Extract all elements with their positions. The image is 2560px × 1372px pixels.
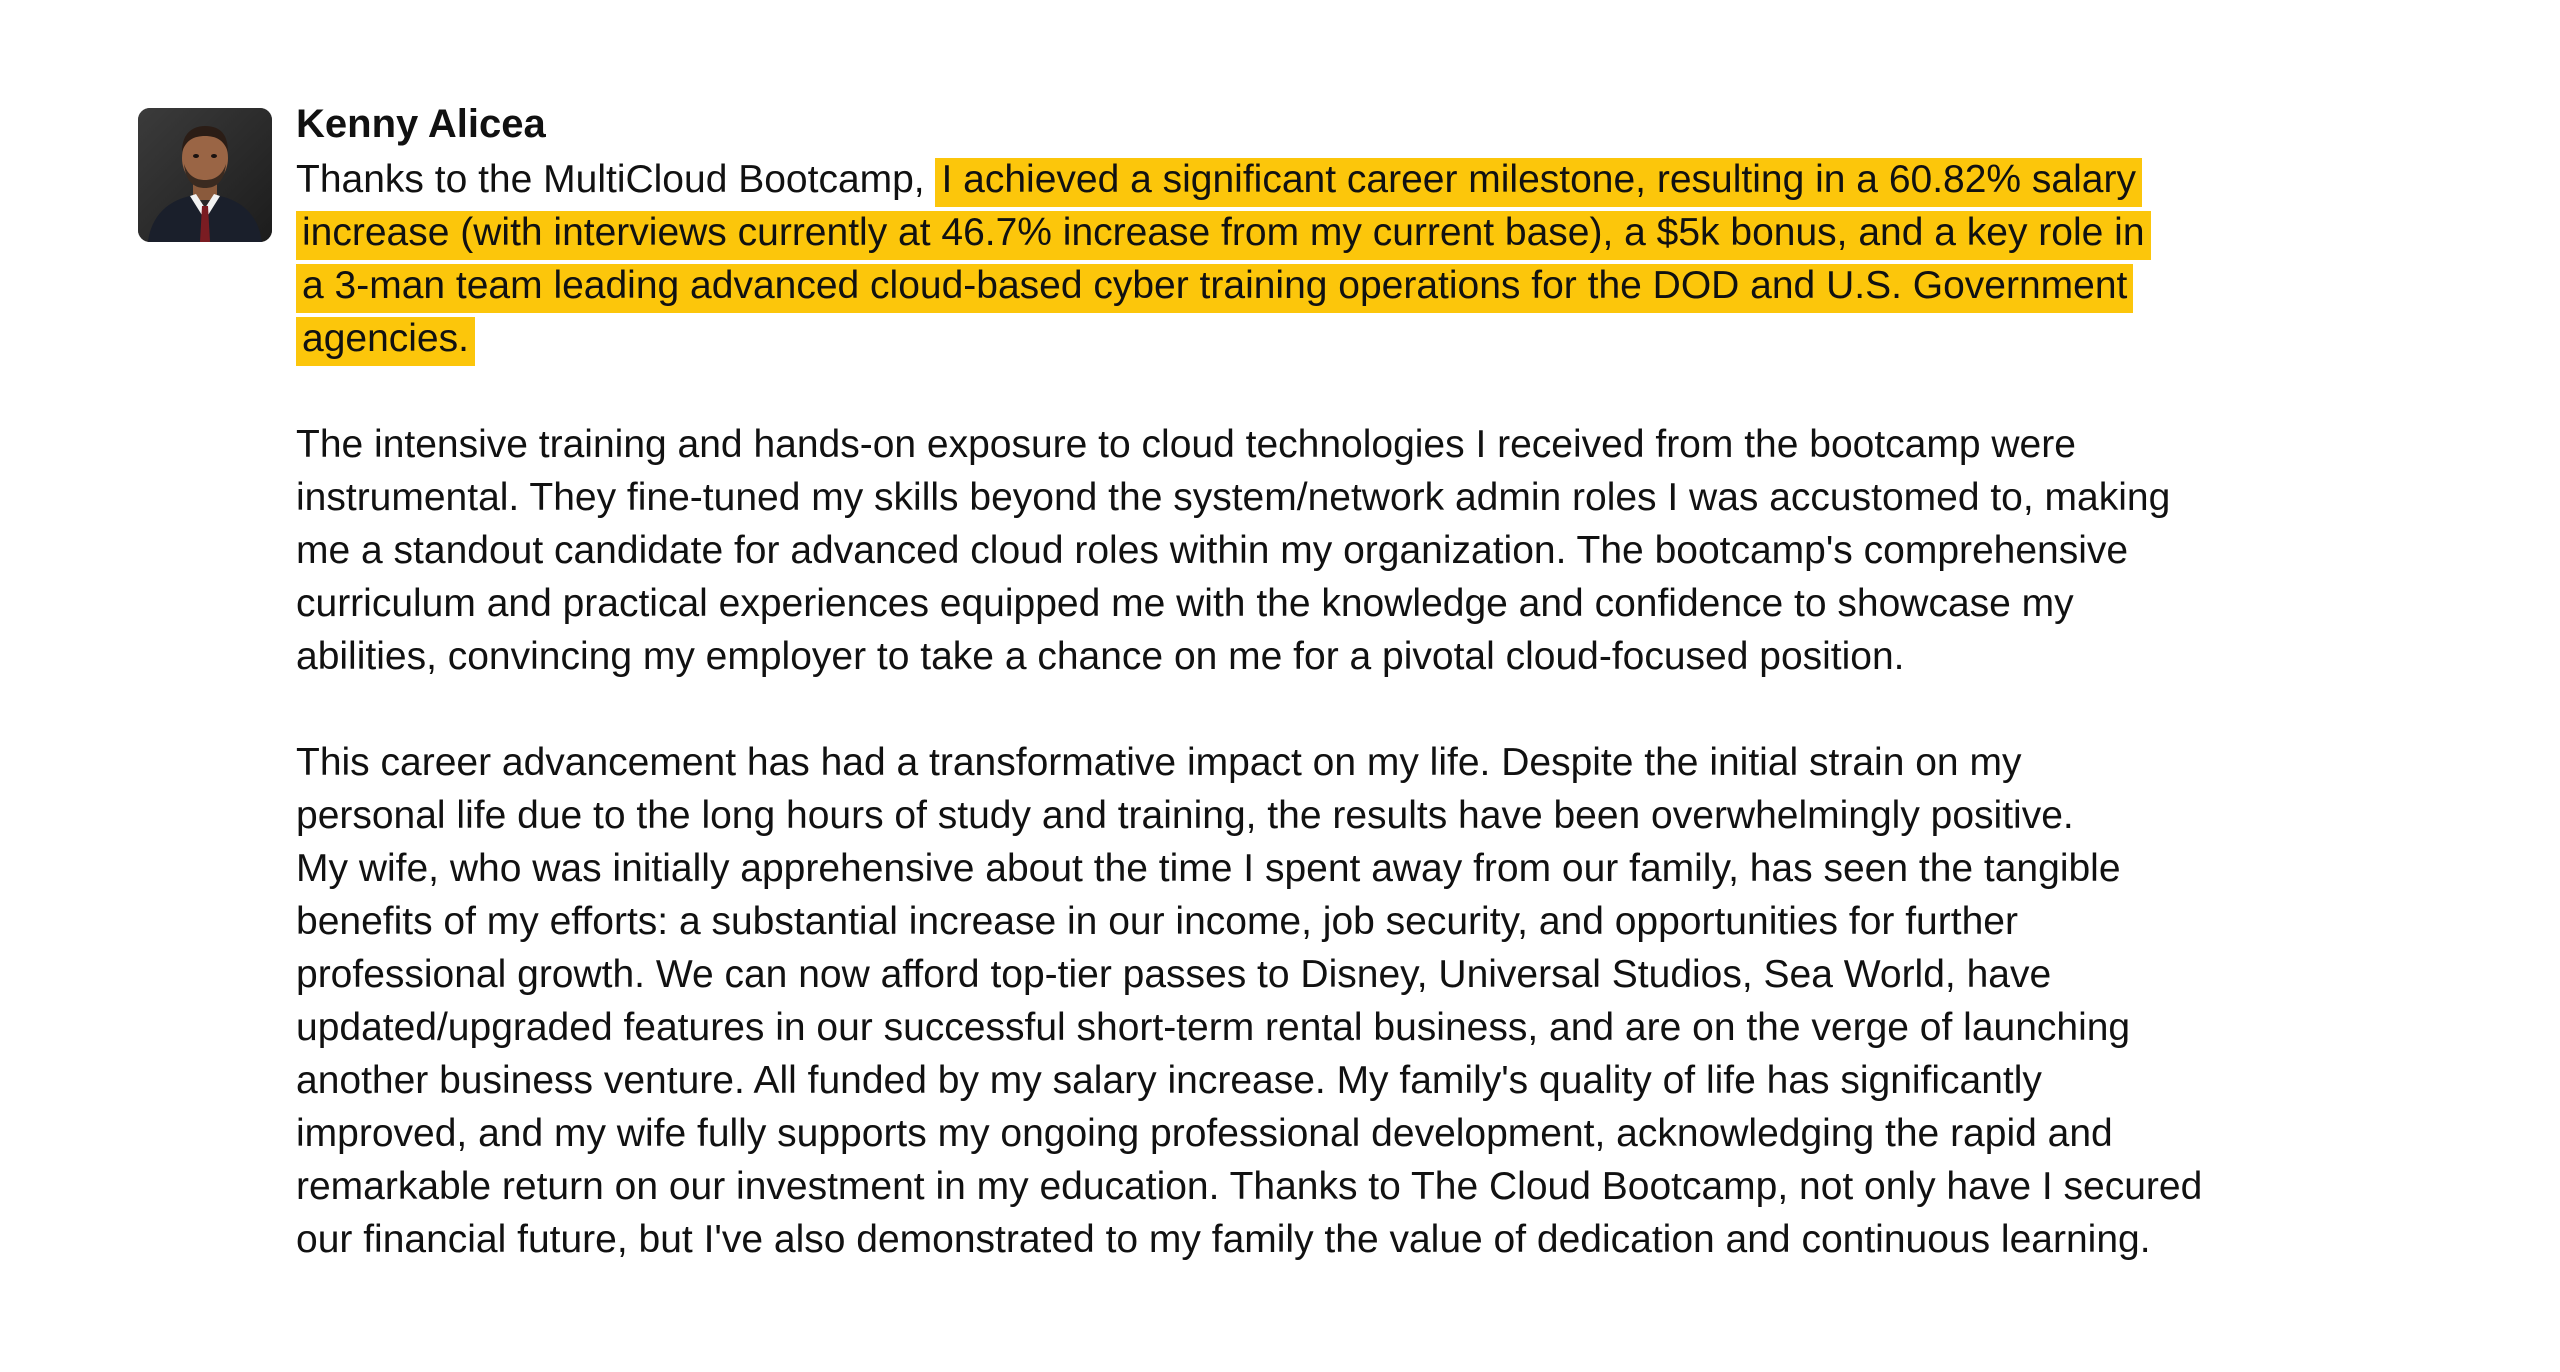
- testimonial-paragraph-3: This career advancement has had a transformative impact on my life. Despite the initial strain on my personal life due to the long hours of study and training, the results have been overwhelmingly positive. My wife, who was initially apprehensive about the time I spent away from our family, has seen the tangible benefits of my efforts: a substantial increase in our income, job security, and opportunities for further professional growth. We can now afford top-tier passes to Disney, Universal Studios, Sea World, have updated/upgraded features in our successful short-term rental business, and are on the verge of launching another business venture. All funded by my salary increase. My family's quality of life has significantly improved, and my wife fully supports my ongoing professional development, acknowledging the rapid and remarkable return on our investment in my education. Thanks to The Cloud Bootcamp, not only have I secured our financial future, but I've also demonstrated to my family the value of dedication and continuous learning.: [296, 741, 2203, 1261]
- avatar: [138, 108, 272, 242]
- paragraph-1-intro: Thanks to the MultiCloud Bootcamp,: [296, 158, 936, 201]
- testimonial-paragraph-1: [296, 153, 2468, 365]
- avatar-photo: [138, 108, 272, 242]
- testimonial-paragraph-2: The intensive training and hands-on exposure to cloud technologies I received from the bootcamp were instrumental. They fine-tuned my skills beyond the system/network admin roles I was accustomed to, making me a standout candidate for advanced cloud roles within my organization. The bootcamp's comprehensive curriculum and practical experiences equipped me with the knowledge and confidence to showcase my abilities, convincing my employer to take a chance on me for a pivotal cloud-focused position.: [296, 423, 2171, 678]
- testimonial-content: [296, 100, 2468, 1266]
- highlighted-text: I achieved a significant career milestone, resulting in a 60.82% salary increase (with interviews currently at 46.7% increase from my current base), a $5k bonus, and a key role in a 3-man team leading advanced cloud-based cyber training operations for the DOD and U.S. Government agencies.: [296, 158, 2151, 366]
- author-name: Kenny Alicea: [296, 102, 546, 146]
